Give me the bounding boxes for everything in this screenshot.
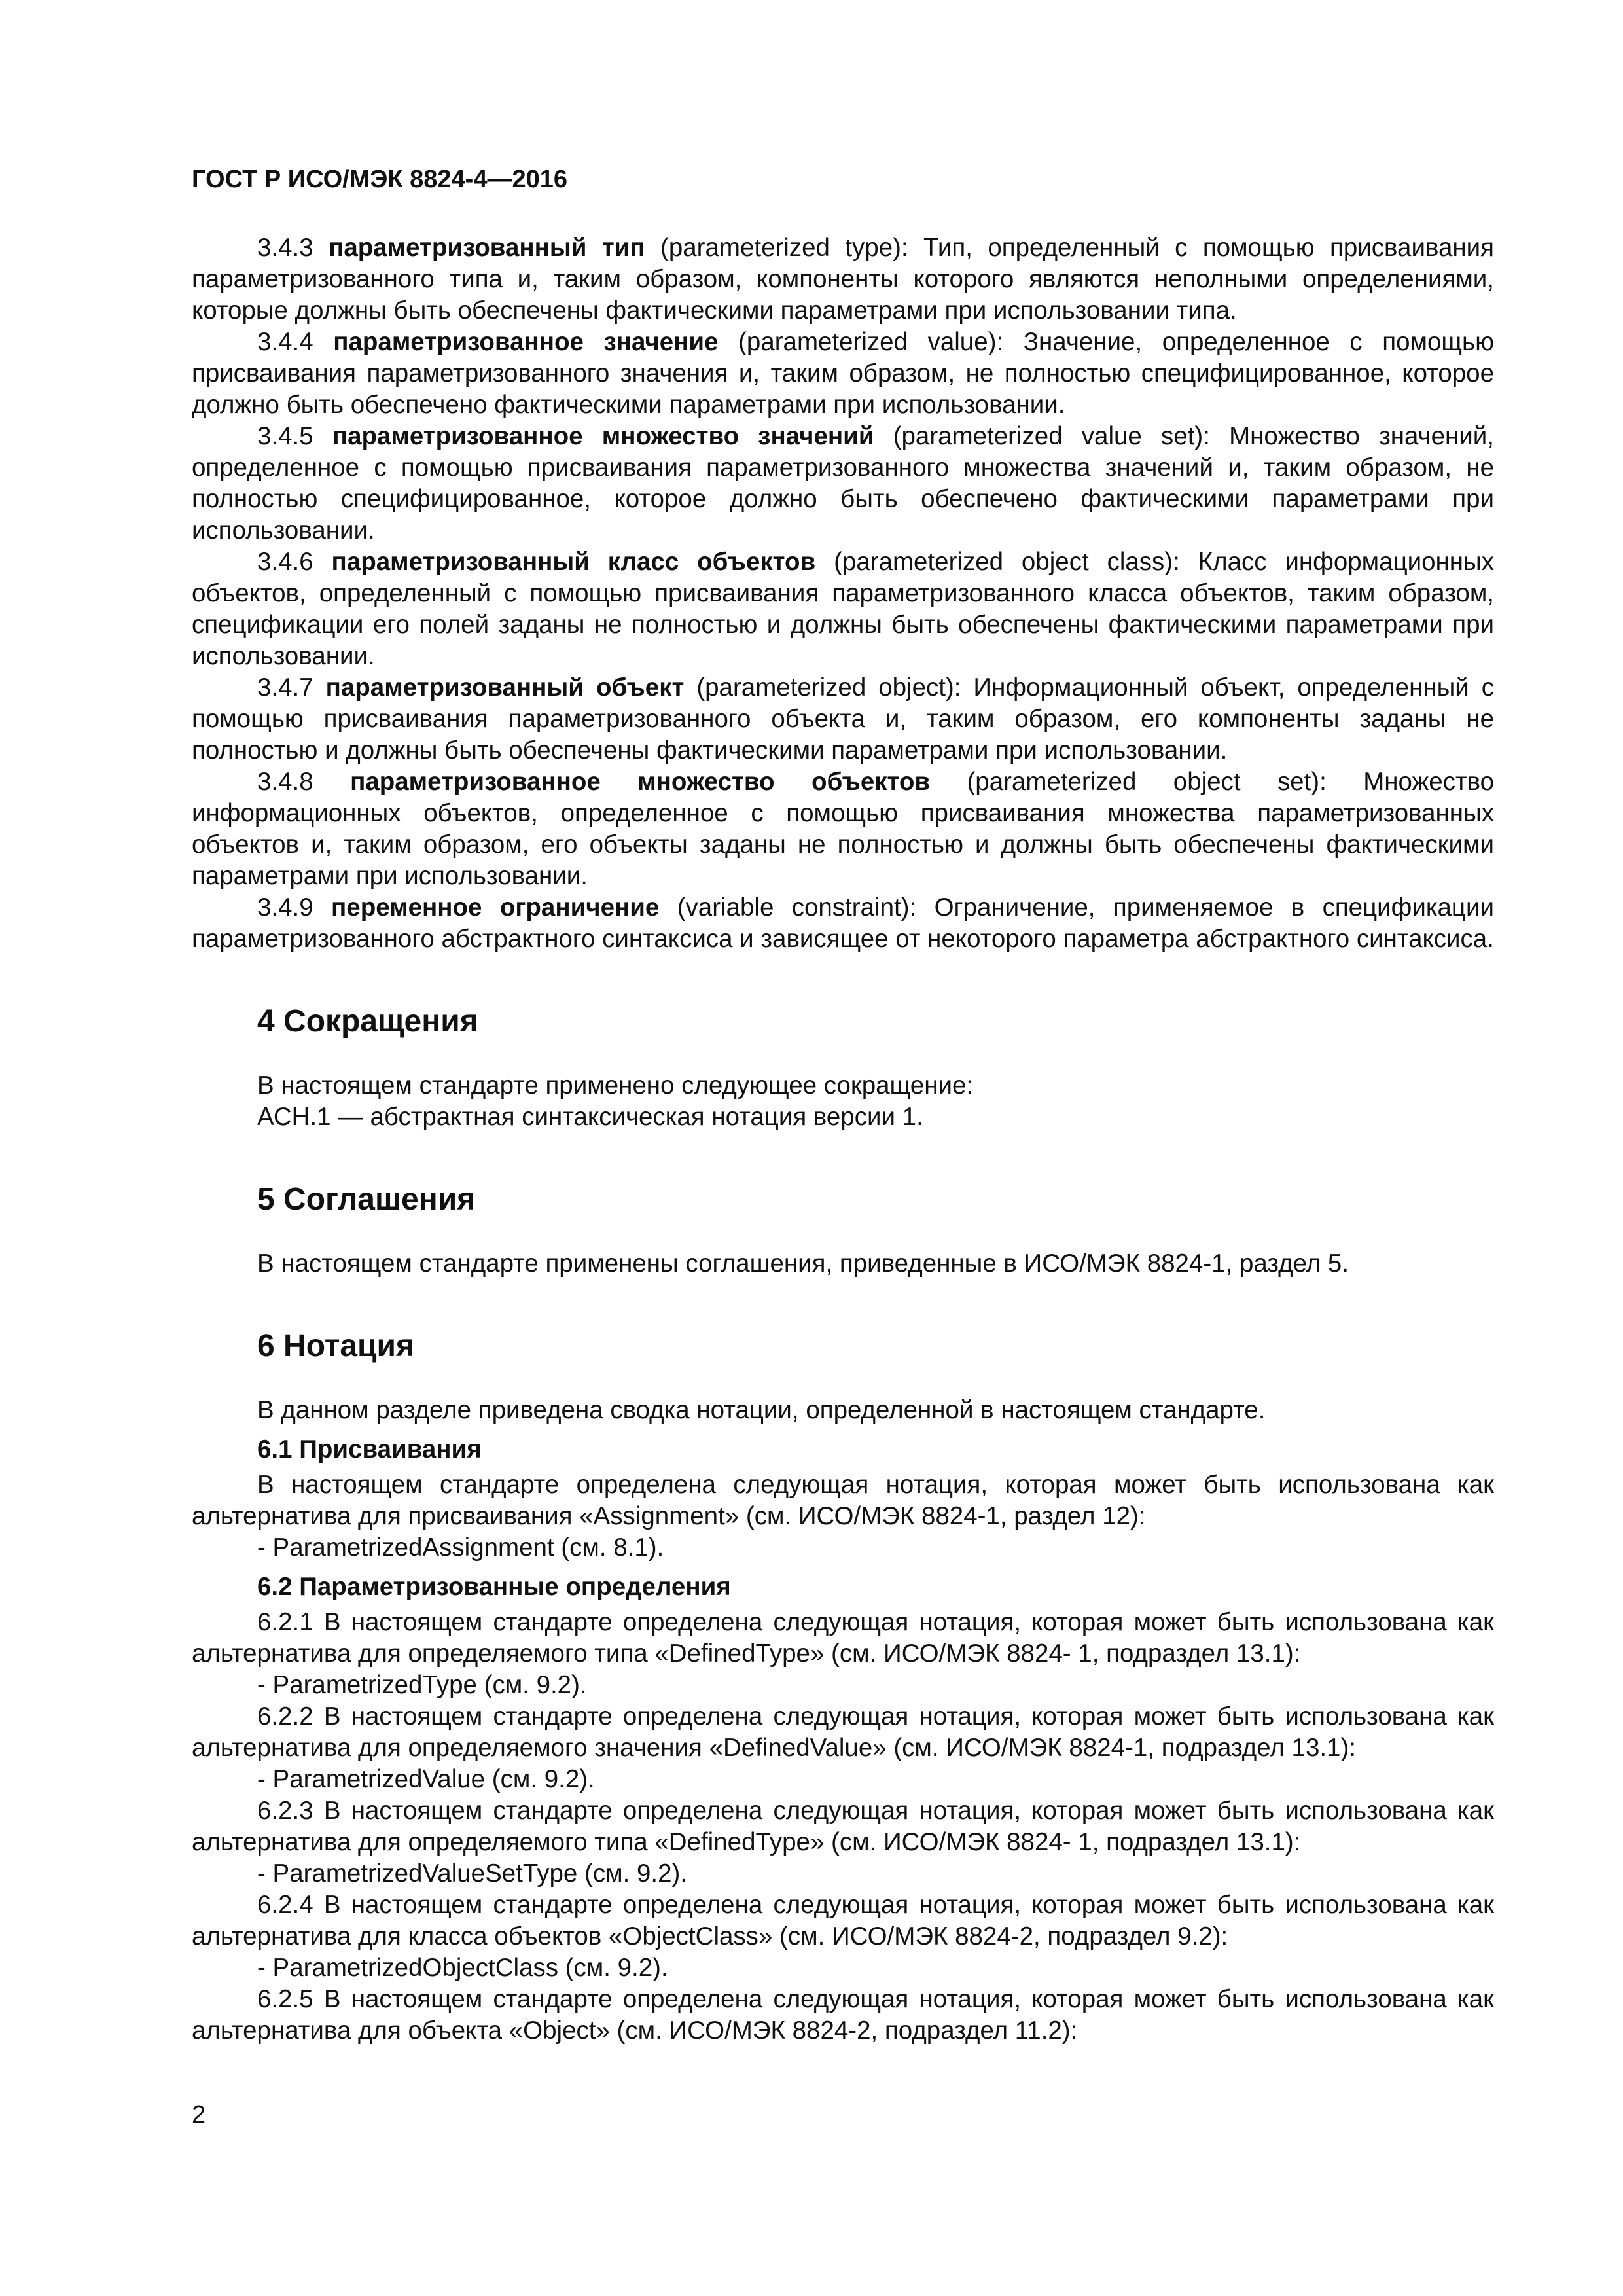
term-3-4-6: [192, 547, 1494, 672]
term-3-4-3: [192, 232, 1494, 327]
section-5-heading: 5 Соглашения: [257, 1182, 476, 1217]
term-name: переменное ограничение: [331, 893, 660, 922]
term-number: 3.4.3: [257, 234, 313, 262]
term-name: параметризованное значение: [333, 328, 719, 356]
term-name: параметризованное множество объектов: [350, 768, 931, 796]
term-name: параметризованный класс объектов: [331, 548, 816, 576]
term-3-4-9: [192, 892, 1494, 955]
term-name: параметризованный объект: [325, 673, 685, 702]
term-number: 3.4.6: [257, 548, 313, 576]
section-4-heading: 4 Сокращения: [257, 1004, 478, 1039]
page-content: [192, 232, 1494, 2047]
term-number: 3.4.7: [257, 673, 313, 702]
section-6-intro: В данном разделе приведена сводка нотации, определенной в настоящем стандарте.: [257, 1396, 1266, 1424]
term-definition: (variable constraint): Ограничение, применяемое в спецификации параметризованного абстрактного синтаксиса и зависящее от некоторого параметра абстрактного синтаксиса.: [192, 893, 1494, 953]
term-number: 3.4.9: [257, 893, 313, 922]
term-definition: (parameterized object): Информационный объект, определенный с помощью присваивания параметризованного объекта и, таким образом, его компоненты заданы не полностью и должны быть обеспечены фактическими параметрами при использовании.: [192, 673, 1494, 764]
term-name: параметризованный тип: [329, 234, 645, 262]
section-4-intro: В настоящем стандарте применено следующее сокращение:: [257, 1071, 974, 1100]
notation-item: - ParametrizedValueSetType (см. 9.2).: [257, 1859, 688, 1888]
standard-designation: ГОСТ Р ИСО/МЭК 8824-4—2016: [192, 166, 567, 193]
notation-item: - ParametrizedType (см. 9.2).: [257, 1671, 587, 1699]
clause-6-2-1: 6.2.1 В настоящем стандарте определена следующая нотация, которая может быть использована как альтернатива для определяемого типа «DefinedType» (см. ИСО/МЭК 8824- 1, подраздел 13.1):: [192, 1608, 1494, 1668]
subsection-6-1-heading: 6.1 Присваивания: [257, 1435, 482, 1463]
term-definition: (parameterized value): Значение, определенное с помощью присваивания параметризованного значения и, таким образом, не полностью специфицированное, которое должно быть обеспечено фактическими параметрами при использовании.: [192, 328, 1494, 419]
term-definition: (parameterized object set): Множество информационных объектов, определенное с помощью присваивания множества параметризованных объектов и, таким образом, его объекты заданы не полностью и должны быть обеспечены фактическими параметрами при использовании.: [192, 768, 1495, 890]
clause-6-2-4: 6.2.4 В настоящем стандарте определена следующая нотация, которая может быть использована как альтернатива для класса объектов «ObjectClass» (см. ИСО/МЭК 8824-2, подраздел 9.2):: [192, 1891, 1494, 1950]
term-number: 3.4.5: [257, 422, 313, 450]
term-definition: (parameterized type): Тип, определенный с помощью присваивания параметризованного типа и, таким образом, компоненты которого являются неполными определениями, которые должны быть обеспечены фактическими параметрами при использовании типа.: [192, 234, 1494, 325]
term-definition: (parameterized value set): Множество значений, определенное с помощью присваивания параметризованного множества значений и, таким образом, не полностью специфицированное, которое должно быть обеспечено фактическими параметрами при использовании.: [192, 422, 1494, 545]
clause-6-2-5: 6.2.5 В настоящем стандарте определена следующая нотация, которая может быть использована как альтернатива для объекта «Object» (см. ИСО/МЭК 8824-2, подраздел 11.2):: [192, 1985, 1494, 2045]
term-3-4-8: [192, 766, 1494, 892]
notation-item: - ParametrizedValue (см. 9.2).: [257, 1765, 595, 1793]
term-name: параметризованное множество значений: [332, 422, 874, 450]
term-3-4-5: [192, 421, 1494, 547]
page-number: 2: [192, 2101, 206, 2128]
subsection-6-2-heading: 6.2 Параметризованные определения: [257, 1573, 731, 1601]
term-number: 3.4.8: [257, 768, 313, 796]
clause-6-2-2: 6.2.2 В настоящем стандарте определена следующая нотация, которая может быть использована как альтернатива для определяемого значения «DefinedValue» (см. ИСО/МЭК 8824-1, подраздел 13.1):: [192, 1702, 1494, 1762]
abbreviation-item: АСН.1 — абстрактная синтаксическая нотация версии 1.: [257, 1103, 923, 1131]
term-3-4-7: [192, 672, 1494, 766]
section-5-text: В настоящем стандарте применены соглашения, приведенные в ИСО/МЭК 8824-1, раздел 5.: [257, 1249, 1349, 1278]
term-3-4-4: [192, 327, 1494, 421]
term-number: 3.4.4: [257, 328, 313, 356]
notation-item: - ParametrizedObjectClass (см. 9.2).: [257, 1954, 668, 1982]
notation-item: - ParametrizedAssignment (см. 8.1).: [257, 1534, 664, 1562]
term-definition: (parameterized object class): Класс информационных объектов, определенный с помощью присваивания параметризованного класса объектов, таким образом, спецификации его полей заданы не полностью и должны быть обеспечены фактическими параметрами при использовании.: [192, 548, 1494, 670]
section-6-heading: 6 Нотация: [257, 1329, 415, 1363]
clause-6-2-3: 6.2.3 В настоящем стандарте определена следующая нотация, которая может быть использована как альтернатива для определяемого типа «DefinedType» (см. ИСО/МЭК 8824- 1, подраздел 13.1):: [192, 1797, 1494, 1856]
subsection-6-1-text: В настоящем стандарте определена следующая нотация, которая может быть использована как альтернатива для присваивания «Assignment» (см. ИСО/МЭК 8824-1, раздел 12):: [192, 1471, 1494, 1530]
